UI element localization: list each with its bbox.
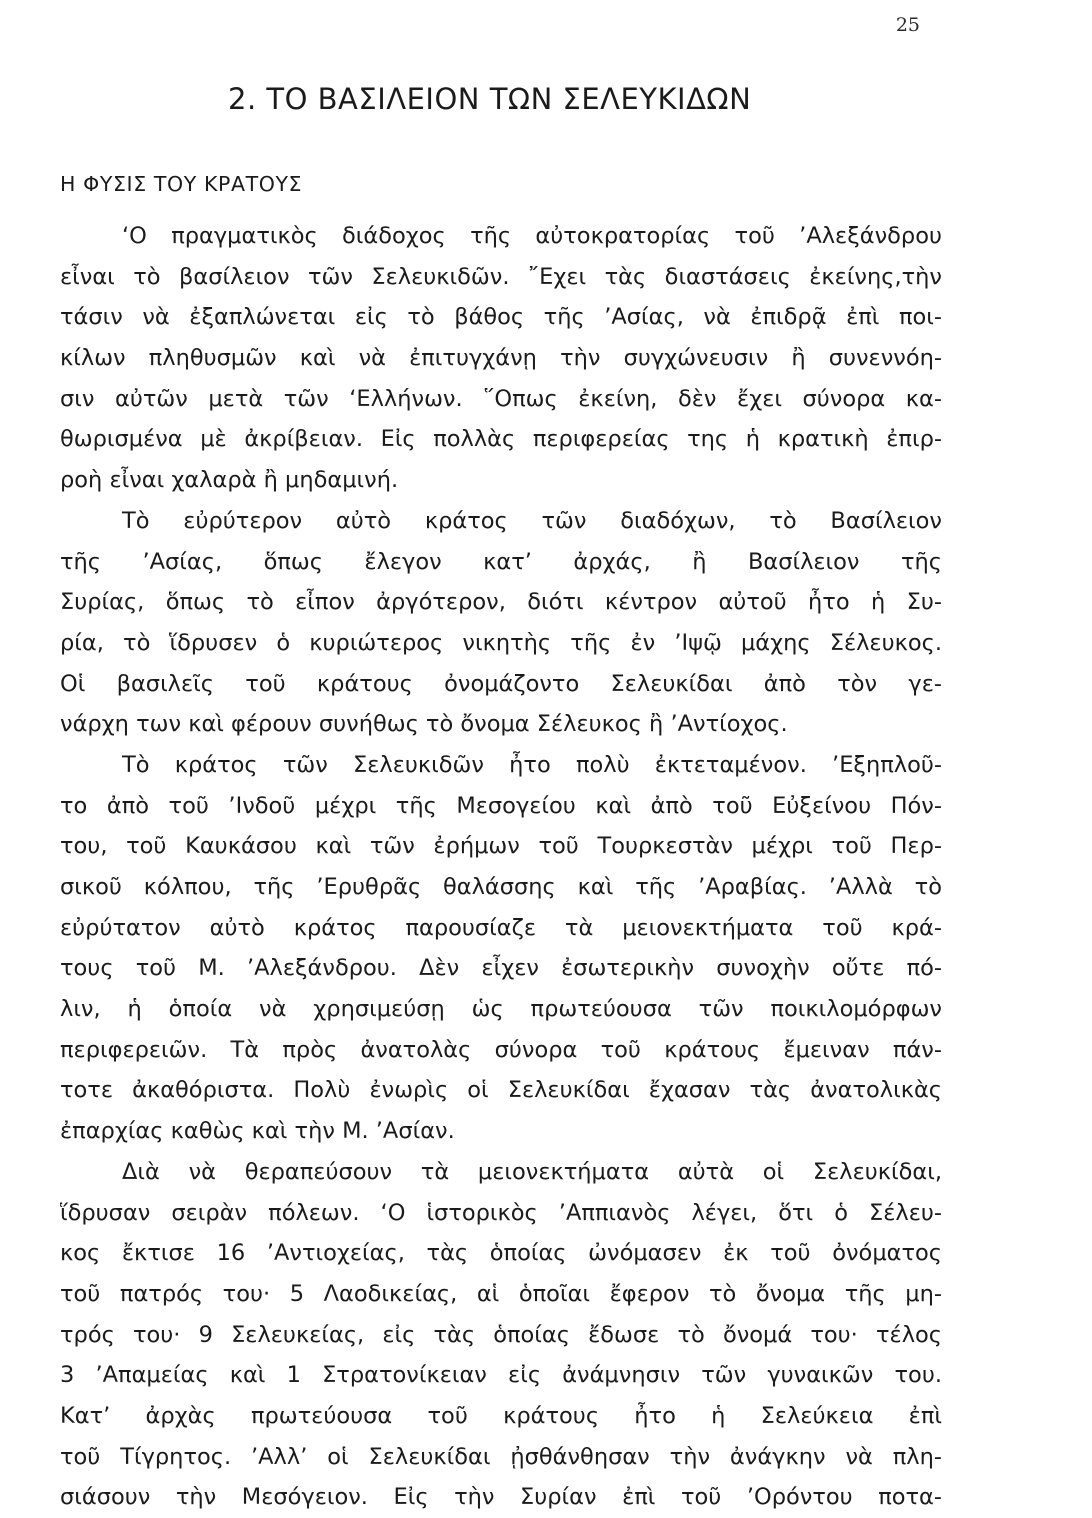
text-line: Κατ’ ἀρχὰς πρωτεύουσα τοῦ κράτους ἦτο ἡ Σελεύκεια ἐπὶ <box>60 1402 942 1429</box>
text-line: σικοῦ κόλπου, τῆς ’Ερυθρᾶς θαλάσσης καὶ τῆς ’Αραβίας. ’Αλλὰ τὸ <box>60 874 942 900</box>
text-line: τοτε ἀκαθόριστα. Πολὺ ἐνωρὶς οἱ Σελευκίδαι ἔχασαν τὰς ἀνατολικὰς <box>60 1077 942 1104</box>
text-line: ἐπαρχίας καθὼς καὶ τὴν Μ. ’Ασίαν. <box>60 1118 455 1145</box>
text-line: κίλων πληθυσμῶν καὶ νὰ ἐπιτυγχάνῃ τὴν συγχώνευσιν ἢ συνεννόη- <box>60 345 942 372</box>
text-line: λιν, ἡ ὁποία νὰ χρησιμεύσῃ ὡς πρωτεύουσα τῶν ποικιλομόρφων <box>60 996 942 1023</box>
chapter-title: 2. ΤΟ ΒΑΣΙΛΕΙΟΝ ΤΩΝ ΣΕΛΕΥΚΙΔΩΝ <box>228 82 752 116</box>
text-line: ἵδρυσαν σειρὰν πόλεων. ‘Ο ἱστορικὸς ’Αππιανὸς λέγει, ὅτι ὁ Σέλευ- <box>60 1199 942 1226</box>
text-line: ροὴ εἶναι χαλαρὰ ἢ μηδαμινή. <box>60 467 399 494</box>
text-line: Διὰ νὰ θεραπεύσουν τὰ μειονεκτήματα αὐτὰ οἱ Σελευκίδαι, <box>122 1158 942 1185</box>
text-line: του, τοῦ Καυκάσου καὶ τῶν ἐρήμων τοῦ Τουρκεστὰν μέχρι τοῦ Περ- <box>60 833 942 860</box>
text-line: Συρίας, ὅπως τὸ εἶπον ἀργότερον, διότι κέντρον αὐτοῦ ἦτο ἡ Συ- <box>60 589 942 616</box>
text-line: τους τοῦ Μ. ’Αλεξάνδρου. Δὲν εἶχεν ἐσωτερικὴν συνοχὴν οὔτε πό- <box>60 955 942 982</box>
text-line: εὐρύτατον αὐτὸ κράτος παρουσίαζε τὰ μειονεκτήματα τοῦ κρά- <box>60 914 942 941</box>
text-line: ρία, τὸ ἵδρυσεν ὁ κυριώτερος νικητὴς τῆς ἐν ’Ιψῷ μάχης Σέλευκος. <box>60 629 942 656</box>
section-heading: Η ΦΥΣΙΣ ΤΟΥ ΚΡΑΤΟΥΣ <box>60 172 303 196</box>
body-text <box>60 216 942 1518</box>
text-line: το ἀπὸ τοῦ ’Ινδοῦ μέχρι τῆς Μεσογείου καὶ ἀπὸ τοῦ Εὐξείνου Πόν- <box>60 792 942 819</box>
page-number: 25 <box>895 14 920 36</box>
text-line: νάρχη των καὶ φέρουν συνήθως τὸ ὄνομα Σέλευκος ἢ ’Αντίοχος. <box>60 711 788 738</box>
text-line: Τὸ εὐρύτερον αὐτὸ κράτος τῶν διαδόχων, τὸ Βασίλειον <box>122 507 942 534</box>
text-line: Οἱ βασιλεῖς τοῦ κράτους ὀνομάζοντο Σελευκίδαι ἀπὸ τὸν γε- <box>60 670 942 697</box>
text-line: τρός του· 9 Σελευκείας, εἰς τὰς ὁποίας ἔδωσε τὸ ὄνομά του· τέλος <box>60 1321 942 1348</box>
text-line: τοῦ πατρός του· 5 Λαοδικείας, αἱ ὁποῖαι ἔφερον τὸ ὄνομα τῆς μη- <box>60 1280 942 1307</box>
text-line: περιφερειῶν. Τὰ πρὸς ἀνατολὰς σύνορα τοῦ κράτους ἔμειναν πάν- <box>60 1036 942 1063</box>
text-line: Τὸ κράτος τῶν Σελευκιδῶν ἦτο πολὺ ἐκτεταμένον. ’Εξηπλοῦ- <box>122 751 942 778</box>
text-line: εἶναι τὸ βασίλειον τῶν Σελευκιδῶν. ῎Εχει τὰς διαστάσεις ἐκείνης,τὴν <box>60 263 942 290</box>
text-line: 3 ’Απαμείας καὶ 1 Στρατονίκειαν εἰς ἀνάμνησιν τῶν γυναικῶν του. <box>60 1362 942 1389</box>
text-line: κος ἔκτισε 16 ’Αντιοχείας, τὰς ὁποίας ὠνόμασεν ἐκ τοῦ ὀνόματος <box>60 1240 942 1267</box>
text-line: ‘Ο πραγματικὸς διάδοχος τῆς αὐτοκρατορίας τοῦ ’Αλεξάνδρου <box>122 223 942 249</box>
text-line: σιάσουν τὴν Μεσόγειον. Εἰς τὴν Συρίαν ἐπὶ τοῦ ’Ορόντου ποτα- <box>60 1484 942 1511</box>
text-line: σιν αὐτῶν μετὰ τῶν ‘Ελλήνων. ῞Οπως ἐκείνη, δὲν ἔχει σύνορα κα- <box>60 385 942 412</box>
text-line: θωρισμένα μὲ ἀκρίβειαν. Εἰς πολλὰς περιφερείας της ἡ κρατικὴ ἐπιρ- <box>60 426 942 453</box>
text-line: τάσιν νὰ ἐξαπλώνεται εἰς τὸ βάθος τῆς ’Ασίας, νὰ ἐπιδρᾷ ἐπὶ ποι- <box>60 304 942 331</box>
text-line: τῆς ’Ασίας, ὅπως ἔλεγον κατ’ ἀρχάς, ἢ Βασίλειον τῆς <box>60 548 942 575</box>
text-line: τοῦ Τίγρητος. ’Αλλ’ οἱ Σελευκίδαι ᾐσθάνθησαν τὴν ἀνάγκην νὰ πλη- <box>60 1443 942 1470</box>
